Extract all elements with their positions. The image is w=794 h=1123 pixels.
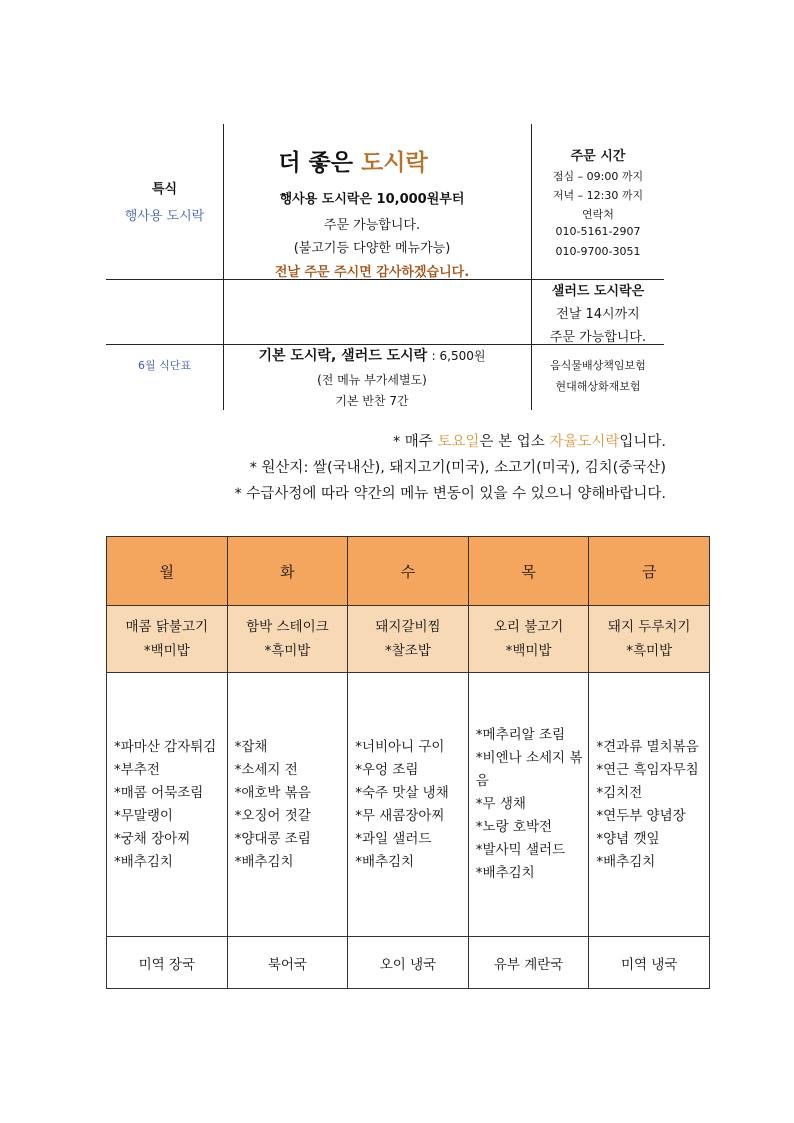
side-item: *과일 샐러드 [355, 830, 432, 847]
side-item: *김치전 [596, 784, 643, 801]
side-item: *궁채 장아찌 [114, 830, 191, 847]
day-wed: 수 [348, 537, 469, 606]
side-item: *연근 흑임자무침 [596, 761, 699, 778]
phone-1: 010-5161-2907 [555, 225, 641, 238]
month-menu-label: 6월 식단표 [138, 359, 191, 372]
note-saturday-day: 토요일 [437, 434, 480, 450]
insurance-2: 현대해상화재보험 [555, 380, 641, 393]
note-menu-change: * 수급사정에 따라 약간의 메뉴 변동이 있을 수 있으니 양해바랍니다. [234, 486, 666, 502]
main-cell [227, 606, 348, 673]
event-lunchbox-label: 행사용 도시락 [124, 209, 205, 224]
side-item: *부추전 [114, 761, 160, 778]
side-cell [107, 673, 228, 937]
side-item: *견과류 멸치볶음 [596, 738, 699, 755]
soup-cell: 오이 냉국 [348, 937, 469, 989]
special-title: 특식 [151, 182, 178, 197]
basic-title: 기본 도시락, 샐러드 도시락 [258, 348, 428, 364]
soup-row [107, 937, 710, 989]
vat-note: (전 메뉴 부가세별도) [317, 373, 427, 387]
side-item: *잡채 [234, 738, 268, 755]
day-header-row [107, 537, 710, 606]
side-item: *파마산 감자튀김 [114, 738, 217, 755]
note-saturday-suffix: 입니다. [619, 434, 666, 450]
side-list [114, 736, 223, 874]
soup-cell: 미역 냉국 [589, 937, 710, 989]
side-item: *발사믹 샐러드 [475, 842, 566, 858]
lunch-deadline: 점심 – 09:00 까지 [552, 170, 644, 183]
order-time-title: 주문 시간 [570, 149, 626, 164]
main-cell [348, 606, 469, 673]
day-thu: 목 [468, 537, 589, 606]
side-cell [348, 673, 469, 937]
side-item: *우엉 조림 [355, 761, 419, 778]
side-item: *무 새콤장아찌 [355, 807, 445, 824]
basic-price: : 6,500원 [431, 349, 486, 363]
side-item: *숙주 맛살 냉채 [355, 784, 449, 801]
day-mon: 월 [107, 537, 228, 606]
side-item: *너비아니 구이 [355, 738, 445, 755]
salad-title: 샐러드 도시락은 [551, 284, 645, 299]
soup-cell: 북어국 [227, 937, 348, 989]
brand-highlight: 도시락 [361, 150, 428, 176]
side-item: *무말랭이 [114, 807, 173, 824]
side-item: *양대콩 조림 [234, 830, 311, 847]
rice: *백미밥 [505, 643, 552, 659]
rice: *찰조밥 [385, 643, 431, 659]
main-dish: 함박 스테이크 [246, 619, 329, 635]
weekly-menu-table [106, 536, 710, 989]
main-dish: 매콤 닭불고기 [125, 619, 209, 635]
main-cell [468, 606, 589, 673]
side-dish-row [107, 673, 710, 937]
event-note: (불고기등 다양한 메뉴가능) [293, 241, 451, 256]
main-dish: 오리 불고기 [493, 619, 564, 635]
rice: *백미밥 [143, 643, 190, 659]
brand-title [223, 144, 483, 177]
main-dish-row [107, 606, 710, 673]
side-item: *배추김치 [234, 853, 294, 870]
side-item: *오징어 젓갈 [234, 807, 311, 824]
main-cell [589, 606, 710, 673]
side-item: *소세지 전 [234, 761, 298, 778]
rice: *흑미밥 [626, 643, 673, 659]
side-item: *메추리알 조림 [475, 727, 566, 743]
side-item: *애호박 볶음 [234, 784, 311, 801]
main-dish: 돼지갈비찜 [375, 619, 441, 635]
phone-2: 010-9700-3051 [555, 245, 641, 258]
day-tue: 화 [227, 537, 348, 606]
side-item: *매콤 어묵조림 [114, 784, 204, 801]
side-list [596, 736, 705, 874]
side-item: *연두부 양념장 [596, 807, 686, 824]
salad-deadline: 전날 14시까지 [556, 307, 640, 322]
event-price-line [223, 188, 521, 207]
side-item: *노랑 호박전 [475, 819, 553, 835]
note-saturday-prefix: * 매주 [392, 434, 433, 450]
basic-side-count: 기본 반찬 7간 [335, 394, 409, 408]
soup-cell: 유부 계란국 [468, 937, 589, 989]
side-cell [468, 673, 589, 937]
event-price-text: 행사용 도시락은 10,000원부터 [279, 192, 465, 207]
side-item: *배추김치 [475, 865, 535, 881]
contact-label: 연락처 [582, 208, 614, 221]
event-thanks: 전날 주문 주시면 감사하겠습니다. [274, 265, 470, 280]
note-origin: * 원산지: 쌀(국내산), 돼지고기(미국), 소고기(미국), 김치(중국산) [249, 460, 666, 476]
event-order-line: 주문 가능합니다. [323, 218, 421, 233]
side-list [235, 736, 344, 874]
side-item: *배추김치 [596, 853, 656, 870]
insurance-1: 음식물배상책임보험 [550, 359, 646, 372]
soup-cell: 미역 장국 [107, 937, 228, 989]
side-cell [589, 673, 710, 937]
note-saturday-mid: 은 본 업소 [479, 434, 545, 450]
main-cell [107, 606, 228, 673]
basic-lunchbox-line [223, 345, 521, 365]
day-fri: 금 [589, 537, 710, 606]
side-item: *무 생채 [475, 796, 526, 812]
note-self-lunchbox: 자율도시락 [549, 434, 620, 450]
rice: *흑미밥 [264, 643, 311, 659]
side-item: *양념 깻잎 [596, 830, 660, 847]
side-item: *배추김치 [114, 853, 173, 870]
salad-order-note: 주문 가능합니다. [549, 330, 647, 345]
note-saturday [393, 430, 666, 451]
side-list [355, 736, 464, 874]
brand-prefix: 더 좋은 [278, 150, 353, 176]
side-item: *비엔나 소세지 볶음 [475, 750, 583, 789]
side-item: *배추김치 [355, 853, 415, 870]
side-list [476, 724, 585, 885]
side-cell [227, 673, 348, 937]
main-dish: 돼지 두루치기 [607, 619, 691, 635]
dinner-deadline: 저녁 – 12:30 까지 [552, 189, 644, 202]
